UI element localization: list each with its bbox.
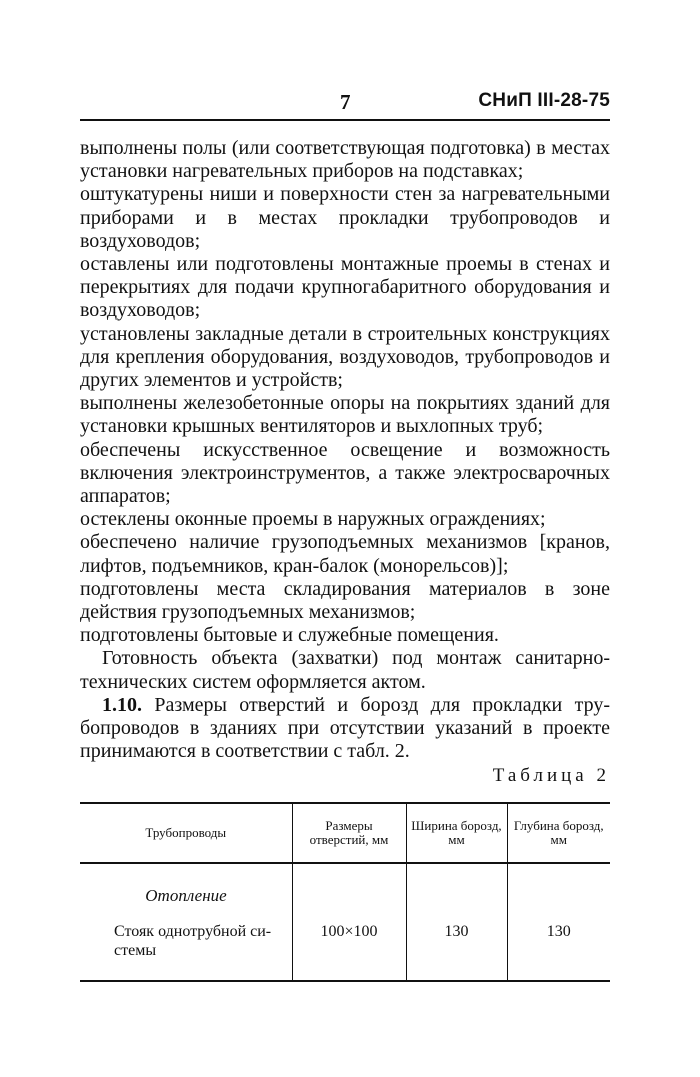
dimensions-table [80, 802, 610, 982]
paragraph-plaster: оштукатурены ниши и поверхности стен за нагревательными приборами и в местах прокладки трубопроводов и воздуховодов; [80, 183, 610, 252]
paragraph-storage: подготовлены места складирования материалов в зоне действия грузоподъемных механизмов; [80, 577, 610, 624]
paragraph-lighting: обеспечены искусственное освещение и возможность включения электроинструментов, а также электросварочных аппаратов; [80, 438, 610, 508]
header-pipelines: Трубопроводы [80, 803, 292, 863]
header-rule [80, 119, 610, 121]
document-code: СНиП III-28-75 [478, 90, 610, 111]
paragraph-lifting: обеспечено наличие грузоподъемных механизмов [кранов, лифтов, подъемников, кран-балок (монорельсов)]; [80, 531, 610, 577]
table-row [80, 863, 610, 981]
section-heading-heating: Отопление [145, 886, 227, 905]
header-opening-size: Размеры отверстий, мм [292, 803, 406, 863]
paragraph-premises: подготовлены бытовые и служебные помещения. [80, 624, 499, 647]
value-groove-depth: 130 [546, 923, 571, 940]
value-opening-size: 100×100 [320, 923, 378, 940]
clause-1-10 [80, 694, 610, 764]
paragraph-embedded-parts: установлены закладные детали в строительных конструкциях для крепления оборудования, воздуховодов, трубопроводов и других элементов и устройств; [80, 322, 610, 392]
header-groove-depth: Глубина борозд, мм [507, 803, 610, 863]
page-number: 7 [340, 90, 351, 114]
cell-pipeline-name [80, 863, 292, 981]
paragraph-glazing: остеклены оконные проемы в наружных ограждениях; [80, 508, 546, 531]
clause-number: 1.10. [102, 693, 142, 716]
row-label: Стояк однотрубной системы [114, 923, 272, 959]
table-caption: Таблица 2 [492, 765, 610, 786]
paragraph-concrete-supports: выполнены железобетонные опоры на покрытиях зданий для установки крышных вентиляторов и выхлопных труб; [80, 392, 610, 438]
paragraph-floors: выполнены полы (или соответствующая подготовка) в местах установки нагревательных приборов на подставках; [80, 137, 610, 183]
paragraph-openings: оставлены или подготовлены монтажные проемы в стенах и перекрытиях для подачи крупногабаритного оборудования и воздуховодов; [80, 253, 610, 322]
header-groove-width: Ширина борозд, мм [406, 803, 507, 863]
paragraph-readiness: Готовность объекта (захватки) под монтаж санитарно-технических систем оформляется актом. [80, 647, 610, 693]
value-groove-width: 130 [444, 923, 469, 940]
cell-opening-size [292, 863, 406, 981]
page-header [80, 90, 610, 118]
body-text [80, 137, 610, 763]
table-header-row [80, 803, 610, 863]
document-page [80, 0, 610, 1077]
cell-groove-width [406, 863, 507, 981]
cell-groove-depth [507, 863, 610, 981]
clause-text: Размеры отверстий и борозд для прокладки трубопроводов в зданиях при отсутствии указаний в проекте принимаются в соответствии с табл. 2. [80, 693, 610, 763]
